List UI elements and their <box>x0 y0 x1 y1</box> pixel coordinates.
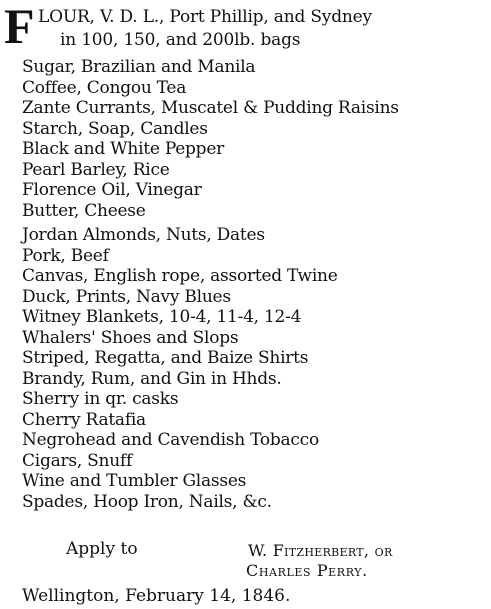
list-item: Spades, Hoop Iron, Nails, &c. <box>22 491 272 512</box>
list-item: Canvas, English rope, assorted Twine <box>22 266 338 286</box>
list-item: Cherry Ratafia <box>22 409 146 430</box>
list-item: Starch, Soap, Candles <box>22 118 208 139</box>
list-item: Coffee, Congou Tea <box>22 77 187 98</box>
list-item: Brandy, Rum, and Gin in Hhds. <box>22 368 282 389</box>
headline <box>4 0 488 56</box>
list-item: Sherry in qr. casks <box>22 389 179 409</box>
headline-line-2: in 100, 150, and 200lb. bags <box>60 30 301 50</box>
dateline: Wellington, February 14, 1846. <box>22 586 291 606</box>
list-item: Florence Oil, Vinegar <box>22 180 202 200</box>
list-item: Butter, Cheese <box>22 200 146 221</box>
agent-name-2: Charles Perry. <box>246 561 368 580</box>
list-item: Witney Blankets, 10-4, 11-4, 12-4 <box>22 307 302 327</box>
goods-list <box>22 57 399 512</box>
list-item: Cigars, Snuff <box>22 450 132 471</box>
list-item: Zante Currants, Muscatel & Pudding Raisins <box>22 98 399 118</box>
list-item: Black and White Pepper <box>22 139 225 159</box>
list-item: Jordan Almonds, Nuts, Dates <box>22 225 265 245</box>
list-item: Wine and Tumbler Glasses <box>22 471 247 491</box>
agent-name-1: W. Fitzherbert, or <box>248 541 393 560</box>
headline-line-1: LOUR, V. D. L., Port Phillip, and Sydney <box>38 7 372 27</box>
list-item: Negrohead and Cavendish Tobacco <box>22 430 319 450</box>
list-item: Duck, Prints, Navy Blues <box>22 286 231 307</box>
drop-cap: F <box>4 0 35 54</box>
apply-block <box>0 539 491 583</box>
list-item: Pork, Beef <box>22 245 109 266</box>
list-item: Whalers' Shoes and Slops <box>22 327 239 348</box>
list-item: Striped, Regatta, and Baize Shirts <box>22 348 309 368</box>
list-item: Sugar, Brazilian and Manila <box>22 57 256 77</box>
list-item: Pearl Barley, Rice <box>22 159 170 180</box>
apply-label: Apply to <box>66 539 138 559</box>
